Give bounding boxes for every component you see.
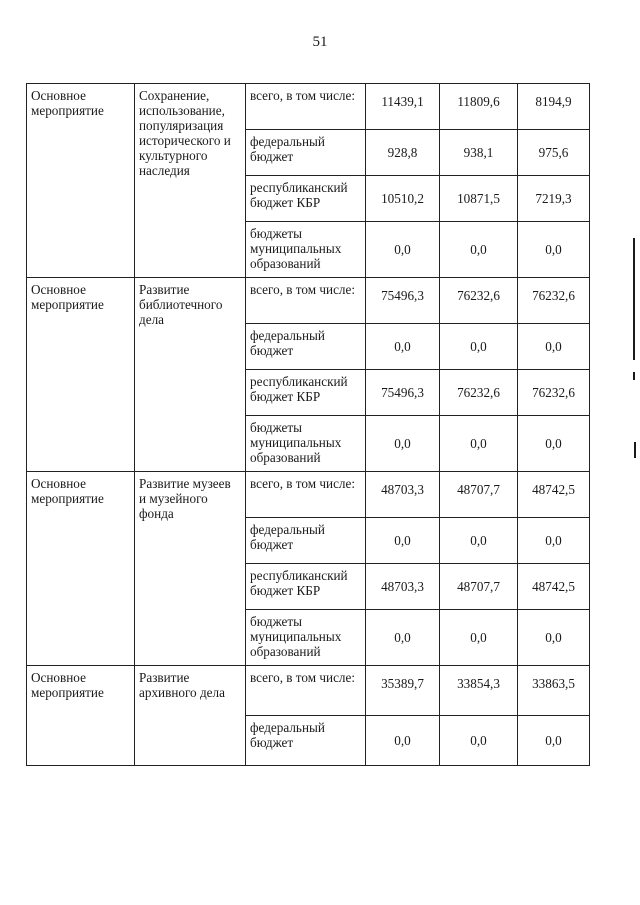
amount-cell: 0,0 [518, 716, 590, 766]
activity-kind-cell: Основное мероприятие [27, 666, 135, 766]
funding-source-cell: бюджеты муниципальных образований [246, 610, 366, 666]
funding-source-cell: республиканский бюджет КБР [246, 370, 366, 416]
amount-cell: 10871,5 [440, 176, 518, 222]
amount-cell: 76232,6 [440, 370, 518, 416]
scan-mark [634, 442, 636, 458]
amount-cell: 76232,6 [440, 278, 518, 324]
amount-cell: 48707,7 [440, 472, 518, 518]
table-row [27, 84, 590, 130]
amount-cell: 8194,9 [518, 84, 590, 130]
amount-cell: 33854,3 [440, 666, 518, 716]
amount-cell: 76232,6 [518, 278, 590, 324]
funding-source-cell: всего, в том числе: [246, 84, 366, 130]
amount-cell: 0,0 [440, 716, 518, 766]
amount-cell: 0,0 [518, 324, 590, 370]
table-row [27, 472, 590, 518]
funding-source-cell: федеральный бюджет [246, 518, 366, 564]
amount-cell: 0,0 [440, 222, 518, 278]
amount-cell: 0,0 [440, 518, 518, 564]
funding-source-cell: федеральный бюджет [246, 130, 366, 176]
funding-source-cell: федеральный бюджет [246, 716, 366, 766]
page-number: 51 [312, 34, 328, 50]
scan-mark [633, 372, 635, 380]
funding-source-cell: всего, в том числе: [246, 278, 366, 324]
amount-cell: 11439,1 [366, 84, 440, 130]
amount-cell: 0,0 [440, 324, 518, 370]
amount-cell: 975,6 [518, 130, 590, 176]
amount-cell: 0,0 [518, 222, 590, 278]
amount-cell: 48742,5 [518, 564, 590, 610]
table-row [27, 666, 590, 716]
amount-cell: 928,8 [366, 130, 440, 176]
amount-cell: 76232,6 [518, 370, 590, 416]
amount-cell: 0,0 [366, 610, 440, 666]
activity-name-cell: Сохранение, использование, популяризация исторического и культурного наследия [135, 84, 246, 278]
amount-cell: 938,1 [440, 130, 518, 176]
amount-cell: 0,0 [366, 518, 440, 564]
amount-cell: 0,0 [366, 324, 440, 370]
funding-source-cell: всего, в том числе: [246, 666, 366, 716]
amount-cell: 0,0 [366, 716, 440, 766]
activity-name-cell: Развитие библиотечного дела [135, 278, 246, 472]
scan-mark [633, 238, 635, 360]
activity-kind-cell: Основное мероприятие [27, 84, 135, 278]
amount-cell: 48742,5 [518, 472, 590, 518]
amount-cell: 75496,3 [366, 278, 440, 324]
funding-source-cell: бюджеты муниципальных образований [246, 222, 366, 278]
amount-cell: 0,0 [366, 222, 440, 278]
funding-source-cell: всего, в том числе: [246, 472, 366, 518]
amount-cell: 0,0 [366, 416, 440, 472]
amount-cell: 33863,5 [518, 666, 590, 716]
table-row [27, 278, 590, 324]
amount-cell: 0,0 [518, 518, 590, 564]
amount-cell: 0,0 [518, 416, 590, 472]
activity-name-cell: Развитие архивного дела [135, 666, 246, 766]
amount-cell: 7219,3 [518, 176, 590, 222]
amount-cell: 11809,6 [440, 84, 518, 130]
activity-name-cell: Развитие музеев и музейного фонда [135, 472, 246, 666]
funding-source-cell: федеральный бюджет [246, 324, 366, 370]
funding-source-cell: республиканский бюджет КБР [246, 564, 366, 610]
amount-cell: 0,0 [518, 610, 590, 666]
amount-cell: 0,0 [440, 610, 518, 666]
amount-cell: 48707,7 [440, 564, 518, 610]
amount-cell: 75496,3 [366, 370, 440, 416]
amount-cell: 35389,7 [366, 666, 440, 716]
amount-cell: 10510,2 [366, 176, 440, 222]
budget-table-body [27, 84, 590, 766]
amount-cell: 0,0 [440, 416, 518, 472]
funding-source-cell: бюджеты муниципальных образований [246, 416, 366, 472]
activity-kind-cell: Основное мероприятие [27, 472, 135, 666]
funding-source-cell: республиканский бюджет КБР [246, 176, 366, 222]
activity-kind-cell: Основное мероприятие [27, 278, 135, 472]
amount-cell: 48703,3 [366, 472, 440, 518]
amount-cell: 48703,3 [366, 564, 440, 610]
budget-table [26, 83, 590, 766]
